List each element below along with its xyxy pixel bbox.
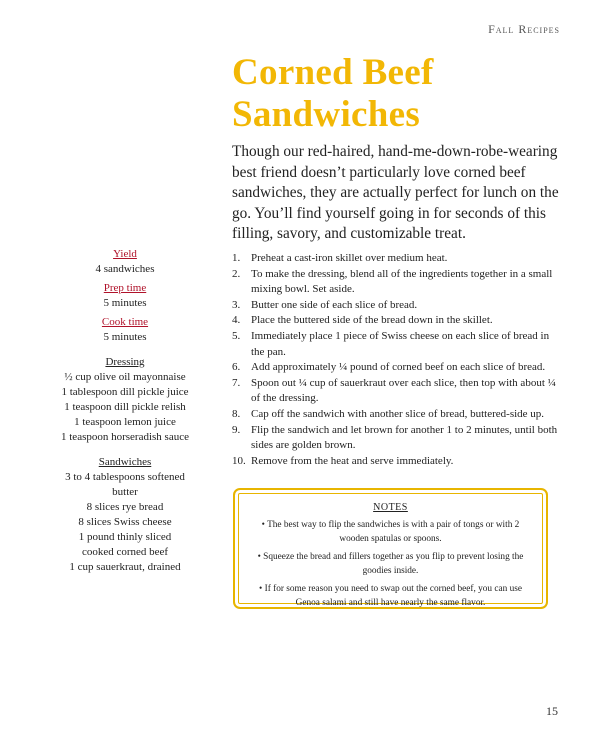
step-number: 5. xyxy=(232,329,241,342)
yield-label: Yield xyxy=(113,248,137,260)
step-text: Butter one side of each slice of bread. xyxy=(251,298,418,311)
step-text: Cap off the sandwich with another slice of bread, buttered-side up. xyxy=(251,407,545,420)
ingredient-item: 1 tablespoon dill pickle juice xyxy=(61,386,189,398)
instruction-step xyxy=(232,407,564,423)
step-number: 8. xyxy=(232,407,241,420)
notes-title: NOTES xyxy=(373,502,408,513)
step-text: To make the dressing, blend all of the ingredients together in a small mixing bowl. Set aside. xyxy=(251,267,553,296)
instruction-step xyxy=(232,376,564,407)
step-text: Remove from the heat and serve immediately. xyxy=(251,454,454,467)
sandwiches-heading: Sandwiches xyxy=(98,456,152,468)
cook-time-value: 5 minutes xyxy=(103,331,147,343)
step-number: 10. xyxy=(232,454,246,467)
page-title: Corned Beef Sandwiches xyxy=(232,52,434,135)
step-text: Preheat a cast-iron skillet over medium heat. xyxy=(251,252,448,264)
step-number: 7. xyxy=(232,376,241,389)
intro-paragraph: Though our red-haired, hand-me-down-robe-wearing best friend doesn’t particularly love corned beef sandwiches, they are actually perfect for lunch on the go. You’ll find yourself going in for seconds of this filling, savory, and customizable treat. xyxy=(232,143,559,242)
step-text: Immediately place 1 piece of Swiss cheese on each slice of bread in the pan. xyxy=(251,329,550,358)
instruction-step xyxy=(232,454,564,470)
step-number: 1. xyxy=(232,252,241,264)
note-item: • If for some reason you need to swap out the corned beef, you can use Genoa salami and still have nearly the same flavor. xyxy=(259,584,522,608)
ingredient-item: 8 slices rye bread xyxy=(86,501,164,513)
prep-time-label: Prep time xyxy=(103,282,147,294)
step-text: Spoon out ¼ cup of sauerkraut over each slice, then top with about ¼ of the dressing. xyxy=(251,376,556,405)
instructions-list xyxy=(232,251,564,469)
step-number: 6. xyxy=(232,361,241,374)
dressing-ingredients xyxy=(40,370,210,445)
instruction-step xyxy=(232,329,564,360)
ingredient-item: 1 teaspoon horseradish sauce xyxy=(61,431,189,443)
prep-time-value: 5 minutes xyxy=(103,297,147,309)
note-item: • Squeeze the bread and fillers together as you flip to prevent losing the goodies inside. xyxy=(257,552,524,576)
running-head: Fall Recipes xyxy=(488,22,560,36)
step-text: Flip the sandwich and let brown for another 1 to 2 minutes, until both sides are golden brown. xyxy=(251,423,558,452)
dressing-heading: Dressing xyxy=(105,356,145,368)
notes-list xyxy=(235,519,546,610)
page-number: 15 xyxy=(546,704,558,718)
ingredient-item: 1 teaspoon lemon juice xyxy=(74,416,176,428)
instruction-step xyxy=(232,251,564,267)
cook-time-label: Cook time xyxy=(101,316,149,328)
step-number: 3. xyxy=(232,298,241,311)
instruction-step xyxy=(232,298,564,314)
yield-value: 4 sandwiches xyxy=(95,263,155,275)
recipe-sidebar xyxy=(40,247,210,575)
step-number: 2. xyxy=(232,267,241,280)
instruction-step xyxy=(232,313,564,329)
notes-box xyxy=(233,488,548,609)
ingredient-item: 1 teaspoon dill pickle relish xyxy=(64,401,186,413)
step-text: Add approximately ¼ pound of corned beef on each slice of bread. xyxy=(251,361,546,374)
sandwich-ingredients xyxy=(40,470,210,575)
ingredient-item: ½ cup olive oil mayonnaise xyxy=(64,371,186,383)
instruction-step xyxy=(232,267,564,298)
ingredient-item: 1 pound thinly sliced cooked corned beef xyxy=(78,531,172,558)
ingredient-item: 8 slices Swiss cheese xyxy=(78,516,172,528)
ingredient-item: 3 to 4 tablespoons softened butter xyxy=(65,471,185,498)
step-number: 4. xyxy=(232,314,241,327)
instruction-step xyxy=(232,360,564,376)
step-number: 9. xyxy=(232,423,241,436)
note-item: • The best way to flip the sandwiches is with a pair of tongs or with 2 wooden spatulas or spoons. xyxy=(261,520,520,544)
ingredient-item: 1 cup sauerkraut, drained xyxy=(69,561,181,573)
step-text: Place the buttered side of the bread down in the skillet. xyxy=(251,314,493,327)
instruction-step xyxy=(232,423,564,454)
